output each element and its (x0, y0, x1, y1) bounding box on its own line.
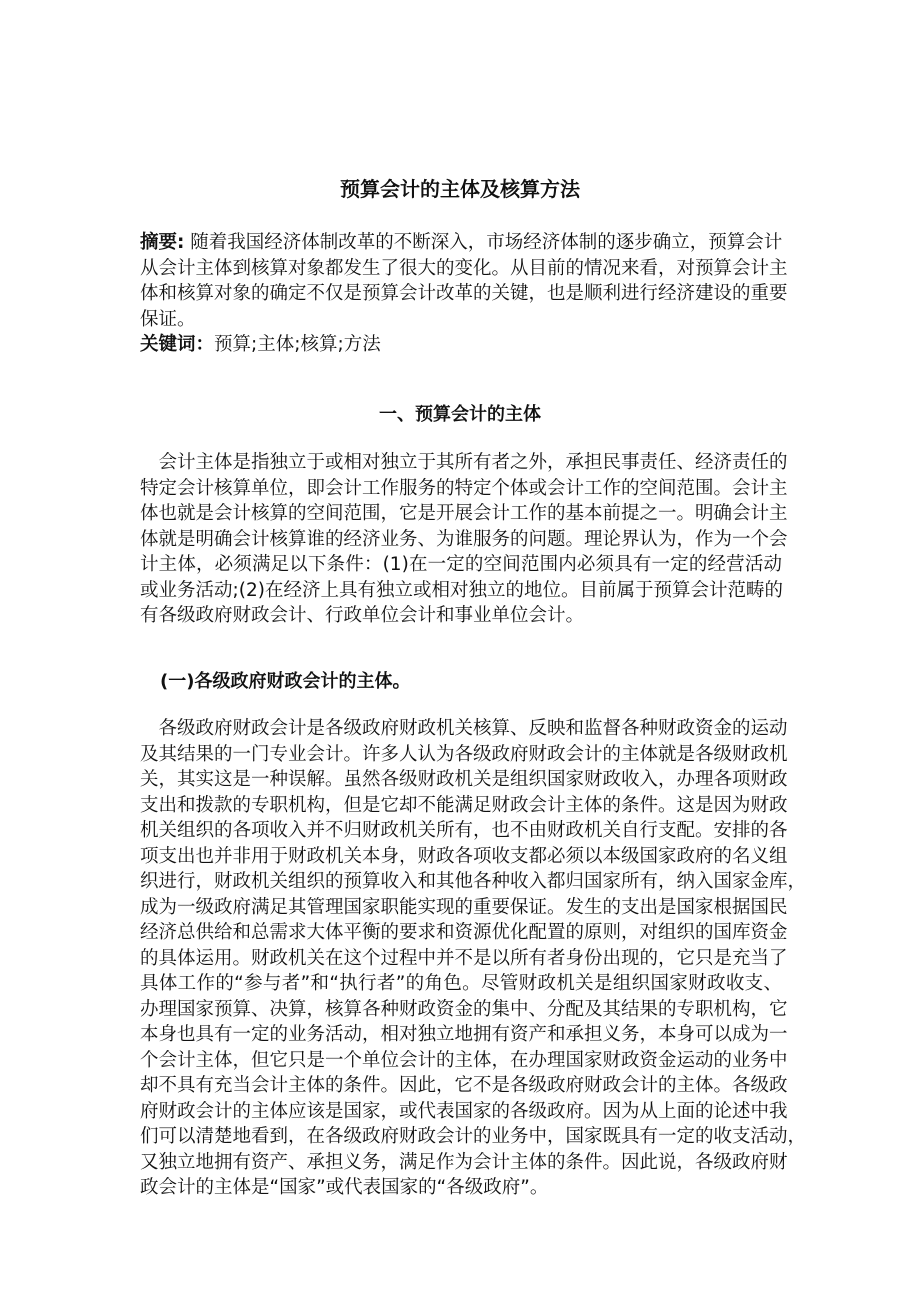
keywords-text: 预算;主体;核算;方法 (214, 334, 381, 355)
abstract-line: 从会计主体到核算对象都发生了很大的变化。从目前的情况来看，对预算会计主 (140, 257, 788, 279)
section-heading: 一、预算会计的主体 (379, 404, 541, 425)
subsection-heading: (一)各级政府财政会计的主体。 (160, 671, 411, 692)
paragraph-line: 关，其实这是一种误解。虽然各级财政机关是组织国家财政收入，办理各项财政 (140, 769, 788, 790)
paragraph-line: 或业务活动;(2)在经济上具有独立或相对独立的地位。目前属于预算会计范畴的 (140, 579, 783, 601)
paragraph-line: 会计主体是指独立于或相对独立于其所有者之外，承担民事责任、经济责任的 (140, 452, 788, 473)
paragraph-line: 经济总供给和总需求大体平衡的要求和资源优化配置的原则，对组织的国库资金 (140, 922, 788, 943)
paragraph-line: 却不具有充当会计主体的条件。因此，它不是各级政府财政会计的主体。各级政 (140, 1075, 788, 1096)
paragraph-line: 本身也具有一定的业务活动，相对独立地拥有资产和承担义务，本身可以成为一 (140, 1024, 788, 1045)
abstract (140, 230, 788, 358)
paragraph-line: 们可以清楚地看到，在各级政府财政会计的业务中，国家既具有一定的收支活动， (140, 1126, 807, 1147)
paragraph-line: 体就是明确会计核算谁的经济业务、为谁服务的问题。理论界认为，作为一个会 (140, 528, 788, 550)
abstract-label: 摘要: (140, 232, 185, 253)
abstract-line: 体和核算对象的确定不仅是预算会计改革的关键，也是顺利进行经济建设的重要 (140, 283, 788, 304)
paragraph-line: 的具体运用。财政机关在这个过程中并不是以所有者身份出现的，它只是充当了 (140, 947, 788, 969)
paragraph-line: 办理国家预算、决算，核算各种财政资金的集中、分配及其结果的专职机构，它 (140, 998, 788, 1020)
paragraph-line: 成为一级政府满足其管理国家职能实现的重要保证。发生的支出是国家根据国民 (140, 896, 788, 918)
paragraph-line: 有各级政府财政会计、行政单位会计和事业单位会计。 (140, 605, 585, 626)
paragraph-line: 计主体，必须满足以下条件：(1)在一定的空间范围内必须具有一定的经营活动 (140, 554, 782, 575)
paragraph-line: 政会计的主体是“国家”或代表国家的“各级政府”。 (140, 1177, 549, 1198)
paragraph-line: 机关组织的各项收入并不归财政机关所有，也不由财政机关自行支配。安排的各 (140, 820, 788, 841)
paragraph-line: 支出和拨款的专职机构，但是它却不能满足财政会计主体的条件。这是因为财政 (140, 794, 788, 816)
abstract-line: 摘要: 随着我国经济体制改革的不断深入，市场经济体制的逐步确立，预算会计 (140, 232, 783, 253)
paragraph-line: 各级政府财政会计是各级政府财政机关核算、反映和监督各种财政资金的运动 (140, 718, 788, 739)
paragraph-line: 个会计主体，但它只是一个单位会计的主体，在办理国家财政资金运动的业务中 (140, 1049, 788, 1071)
keywords-label: 关键词： (140, 334, 215, 355)
paragraph-line: 又独立地拥有资产、承担义务，满足作为会计主体的条件。因此说，各级政府财 (140, 1151, 788, 1173)
paragraph-line: 及其结果的一门专业会计。许多人认为各级政府财政会计的主体就是各级财政机 (140, 743, 788, 765)
paragraph-line: 府财政会计的主体应该是国家，或代表国家的各级政府。因为从上面的论述中我 (140, 1100, 788, 1122)
paragraph-line: 特定会计核算单位，即会计工作服务的特定个体或会计工作的空间范围。会计主 (140, 477, 788, 499)
paragraph-line: 项支出也并非用于财政机关本身，财政各项收支都必须以本级国家政府的名义组 (140, 845, 788, 867)
section1-paragraph (140, 450, 788, 629)
subsection1-paragraph (140, 716, 807, 1201)
paragraph-line: 具体工作的“参与者”和“执行者”的角色。尽管财政机关是组织国家财政收支、 (140, 973, 782, 994)
paragraph-line: 体也就是会计核算的空间范围，它是开展会计工作的基本前提之一。明确会计主 (140, 503, 788, 524)
keywords (140, 332, 782, 358)
document-title: 预算会计的主体及核算方法 (340, 177, 580, 201)
abstract-line: 保证。 (140, 308, 196, 330)
paragraph-line: 织进行，财政机关组织的预算收入和其他各种收入都归国家所有，纳入国家金库， (140, 871, 807, 892)
